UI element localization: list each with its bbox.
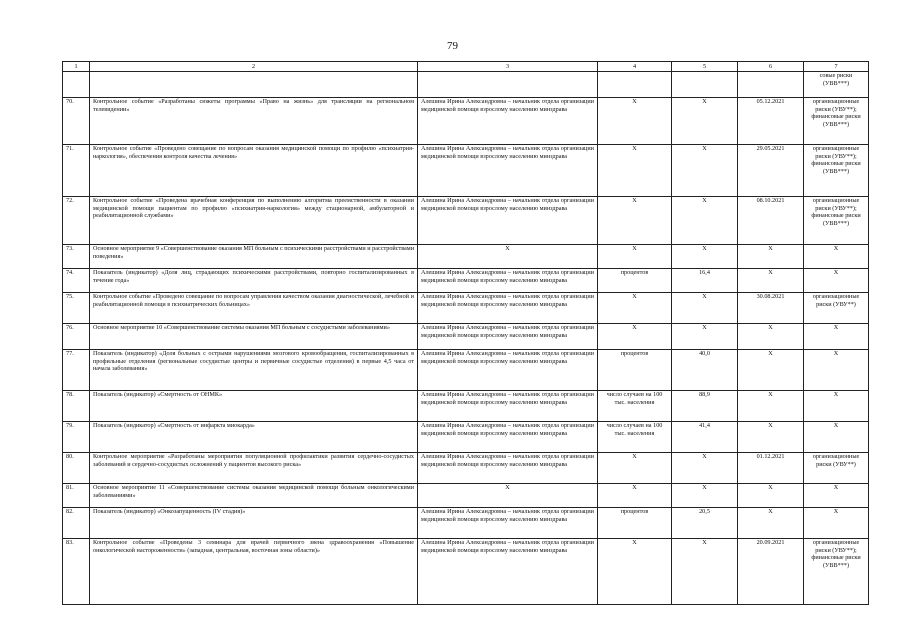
table-row — [63, 98, 869, 145]
date-cell: 05.12.2021 — [738, 98, 804, 145]
header-cell: 4 — [598, 62, 672, 72]
table-row — [63, 508, 869, 539]
row-number-cell: 78. — [63, 391, 90, 422]
risk-cell: Х — [804, 350, 869, 391]
event-cell: Контрольное событие «Проведена врачебная конференция по выполнению алгоритма преемственности в оказании медицинской помощи пациентам по профилю «психиатрия-наркология» между стационарной, амбулаторной и реабилитационной службами» — [90, 197, 418, 245]
event-cell: Основное мероприятие 9 «Совершенствование оказания МП больным с психическими расстройствами и расстройствами поведения» — [90, 245, 418, 269]
row-number-cell: 76. — [63, 324, 90, 350]
carry-over-row — [63, 72, 869, 98]
unit-cell: Х — [598, 197, 672, 245]
date-cell: Х — [738, 484, 804, 508]
date-cell: Х — [738, 422, 804, 453]
value-cell: 41,4 — [672, 422, 738, 453]
responsible-cell: Алешина Ирина Александровна – начальник отдела организации медицинской помощи взрослому населению минздрава — [418, 539, 598, 605]
risk-cell: Х — [804, 422, 869, 453]
value-cell: Х — [672, 293, 738, 324]
date-cell: Х — [738, 324, 804, 350]
value-cell: Х — [672, 453, 738, 484]
unit-cell: Х — [598, 539, 672, 605]
table-row — [63, 197, 869, 245]
responsible-cell: Алешина Ирина Александровна – начальник отдела организации медицинской помощи взрослому населению минздрава — [418, 293, 598, 324]
event-cell: Контрольное событие «Проведено совещание по вопросам управления качеством оказания диагностической, лечебной и реабилитационной помощи в психиатрических больницах» — [90, 293, 418, 324]
date-cell: 20.09.2021 — [738, 539, 804, 605]
value-cell: Х — [672, 539, 738, 605]
risk-cell: Х — [804, 324, 869, 350]
table-row — [63, 539, 869, 605]
value-cell: Х — [672, 324, 738, 350]
responsible-cell: Алешина Ирина Александровна – начальник отдела организации медицинской помощи взрослому населению минздрава — [418, 197, 598, 245]
responsible-cell: Алешина Ирина Александровна – начальник отдела организации медицинской помощи взрослому населению минздрава — [418, 422, 598, 453]
value-cell: 40,0 — [672, 350, 738, 391]
row-number-cell: 80. — [63, 453, 90, 484]
event-cell: Контрольное событие «Проведены 3 семинара для врачей первичного звена здравоохранения «Повышение онкологической настороженности» (западная, центральная, восточная зоны области)» — [90, 539, 418, 605]
risk-cell: организационные риски (УВУ**); финансовые риски (УВВ***) — [804, 98, 869, 145]
row-number-cell: 71. — [63, 145, 90, 197]
date-cell: Х — [738, 350, 804, 391]
table-row — [63, 145, 869, 197]
header-cell: 2 — [90, 62, 418, 72]
page-number: 79 — [447, 40, 458, 52]
header-cell: 5 — [672, 62, 738, 72]
value-cell: Х — [672, 484, 738, 508]
date-cell: 08.10.2021 — [738, 197, 804, 245]
table-row — [63, 453, 869, 484]
value-cell: 20,5 — [672, 508, 738, 539]
date-cell: Х — [738, 508, 804, 539]
responsible-cell: Алешина Ирина Александровна – начальник отдела организации медицинской помощи взрослому населению минздрава — [418, 453, 598, 484]
header-cell: 1 — [63, 62, 90, 72]
unit-cell: Х — [598, 145, 672, 197]
row-number-cell: 73. — [63, 245, 90, 269]
unit-cell: процентов — [598, 269, 672, 293]
table-row — [63, 422, 869, 453]
value-cell: Х — [672, 145, 738, 197]
unit-cell: Х — [598, 484, 672, 508]
responsible-cell: Х — [418, 484, 598, 508]
responsible-cell: Алешина Ирина Александровна – начальник отдела организации медицинской помощи взрослому населению минздрава — [418, 324, 598, 350]
table-row — [63, 324, 869, 350]
event-cell: Контрольное событие «Разработаны сюжеты программы «Право на жизнь» для трансляции на региональном телевидении» — [90, 98, 418, 145]
unit-cell: Х — [598, 324, 672, 350]
unit-cell: число случаев на 100 тыс. населения — [598, 391, 672, 422]
event-cell: Показатель (индикатор) «Смертность от ОНМК» — [90, 391, 418, 422]
risk-cell: организационные риски (УВУ**) — [804, 293, 869, 324]
value-cell: Х — [672, 245, 738, 269]
value-cell: 88,9 — [672, 391, 738, 422]
unit-cell: Х — [598, 98, 672, 145]
table-row — [63, 484, 869, 508]
table-row — [63, 350, 869, 391]
row-number-cell: 75. — [63, 293, 90, 324]
unit-cell: Х — [598, 453, 672, 484]
unit-cell: Х — [598, 245, 672, 269]
value-cell: Х — [672, 197, 738, 245]
table-row — [63, 269, 869, 293]
date-cell: 29.05.2021 — [738, 145, 804, 197]
date-cell: Х — [738, 245, 804, 269]
event-cell: Показатель (индикатор) «Доля лиц, страдающих психическими расстройствами, повторно госпитализированных в течение года» — [90, 269, 418, 293]
event-cell: Основное мероприятие 11 «Совершенствование системы оказания медицинской помощи больным онкологическими заболеваниями» — [90, 484, 418, 508]
event-cell: Показатель (индикатор) «Онкозапущенность (IV стадия)» — [90, 508, 418, 539]
risk-cell: Х — [804, 508, 869, 539]
event-cell: Основное мероприятие 10 «Совершенствование системы оказания МП больным с сосудистыми заболеваниями» — [90, 324, 418, 350]
header-cell: 3 — [418, 62, 598, 72]
unit-cell: процентов — [598, 350, 672, 391]
row-number-cell: 77. — [63, 350, 90, 391]
risk-cell: Х — [804, 391, 869, 422]
event-cell: Показатель (индикатор) «Доля больных с острыми нарушениями мозгового кровообращения, госпитализированных в профильные отделения (региональные сосудистые центры и первичные сосудистые отделения) в первые 4,5 часа от начала заболевания» — [90, 350, 418, 391]
unit-cell: Х — [598, 293, 672, 324]
date-cell: 30.08.2021 — [738, 293, 804, 324]
risk-cell: организационные риски (УВУ**); финансовые риски (УВВ***) — [804, 539, 869, 605]
responsible-cell: Алешина Ирина Александровна – начальник отдела организации медицинской помощи взрослому населению минздрава — [418, 350, 598, 391]
risk-cell: организационные риски (УВУ**) — [804, 453, 869, 484]
unit-cell: процентов — [598, 508, 672, 539]
header-cell: 7 — [804, 62, 869, 72]
row-number-cell: 70. — [63, 98, 90, 145]
date-cell: Х — [738, 391, 804, 422]
responsible-cell: Х — [418, 245, 598, 269]
row-number-cell: 72. — [63, 197, 90, 245]
row-number-cell: 82. — [63, 508, 90, 539]
date-cell: 01.12.2021 — [738, 453, 804, 484]
row-number-cell: 79. — [63, 422, 90, 453]
plan-table — [62, 61, 869, 605]
risk-cell: Х — [804, 484, 869, 508]
risk-cell: Х — [804, 245, 869, 269]
event-cell: Показатель (индикатор) «Смертность от инфаркта миокарда» — [90, 422, 418, 453]
row-number-cell: 83. — [63, 539, 90, 605]
value-cell: Х — [672, 98, 738, 145]
responsible-cell: Алешина Ирина Александровна – начальник отдела организации медицинской помощи взрослому населению минздрава — [418, 145, 598, 197]
row-number-cell: 74. — [63, 269, 90, 293]
date-cell: Х — [738, 269, 804, 293]
table-row — [63, 245, 869, 269]
risk-cell: совые риски (УВВ***) — [804, 72, 869, 98]
table-header-row — [63, 62, 869, 72]
risk-cell: организационные риски (УВУ**); финансовые риски (УВВ***) — [804, 197, 869, 245]
responsible-cell: Алешина Ирина Александровна – начальник отдела организации медицинской помощи взрослому населению минздрава — [418, 508, 598, 539]
risk-cell: организационные риски (УВУ**); финансовые риски (УВВ***) — [804, 145, 869, 197]
table-row — [63, 391, 869, 422]
event-cell: Контрольное мероприятие «Разработаны мероприятия популяционной профилактики развития сердечно-сосудистых заболеваний и сердечно-сосудистых осложнений у пациентов высокого риска» — [90, 453, 418, 484]
header-cell: 6 — [738, 62, 804, 72]
value-cell: 16,4 — [672, 269, 738, 293]
table-row — [63, 293, 869, 324]
event-cell: Контрольное событие «Проведено совещание по вопросам оказания медицинской помощи по профилю «психиатрия-наркология», обеспечения контроля качества лечения» — [90, 145, 418, 197]
responsible-cell: Алешина Ирина Александровна – начальник отдела организации медицинской помощи взрослому населению минздрава — [418, 391, 598, 422]
unit-cell: число случаев на 100 тыс. населения — [598, 422, 672, 453]
responsible-cell: Алешина Ирина Александровна – начальник отдела организации медицинской помощи взрослому населению минздрава — [418, 98, 598, 145]
responsible-cell: Алешина Ирина Александровна – начальник отдела организации медицинской помощи взрослому населению минздрава — [418, 269, 598, 293]
row-number-cell: 81. — [63, 484, 90, 508]
risk-cell: Х — [804, 269, 869, 293]
